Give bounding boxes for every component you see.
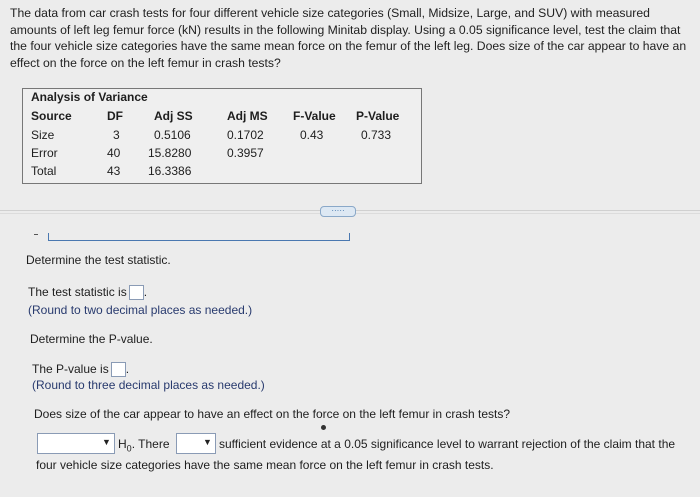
pvalue-prompt: Determine the P-value. — [30, 332, 153, 346]
header-f-value: F-Value — [293, 109, 336, 123]
answer-area-bracket — [48, 233, 350, 241]
row-adj-ss: 16.3386 — [148, 164, 192, 178]
pvalue-hint: (Round to three decimal places as needed.) — [32, 378, 265, 392]
row-f-value: 0.43 — [300, 128, 324, 142]
mouse-cursor — [321, 425, 326, 430]
row-adj-ss: 0.5106 — [154, 128, 191, 142]
row-p-value: 0.733 — [361, 128, 392, 142]
row-source: Total — [31, 164, 57, 178]
test-stat-label: The test statistic is — [28, 285, 127, 299]
header-p-value: P-Value — [356, 109, 400, 123]
pvalue-input[interactable] — [111, 362, 126, 377]
question-text: The data from car crash tests for four different vehicle size categories (Small, Midsize, Large, and SUV) with measured amounts of left leg femur force (kN) results in the following Minitab display. Using a 0.05 significance level, test the claim that the four vehicle size categories have the same mean force on the femur of the left leg. Does size of the car appear to have an effect on the force on the left femur in crash tests? — [10, 6, 687, 70]
row-adj-ms: 0.3957 — [227, 146, 264, 160]
evidence-dropdown[interactable] — [176, 433, 216, 454]
test-stat-input[interactable] — [129, 285, 144, 300]
test-stat-line: The test statistic is . — [28, 285, 148, 299]
effect-question: Does size of the car appear to have an effect on the force on the left femur in crash tests? — [34, 407, 511, 421]
row-df: 43 — [107, 164, 121, 178]
header-adj-ms: Adj MS — [227, 109, 268, 123]
row-source: Size — [31, 128, 55, 142]
header-df: DF — [107, 109, 123, 123]
dropdown-arrow-icon: ▼ — [203, 437, 212, 447]
conclusion-tail: sufficient evidence at a 0.05 significance level to warrant rejection of the claim that the — [219, 437, 676, 451]
anova-title: Analysis of Variance — [31, 90, 148, 104]
dropdown-arrow-icon: ▼ — [102, 437, 111, 447]
tick-mark — [34, 234, 38, 235]
test-stat-hint: (Round to two decimal places as needed.) — [28, 303, 253, 317]
expand-button[interactable]: ····· — [320, 206, 356, 217]
row-df: 40 — [107, 146, 121, 160]
row-adj-ms: 0.1702 — [227, 128, 264, 142]
test-stat-prompt: Determine the test statistic. — [26, 253, 171, 267]
row-source: Error — [31, 146, 58, 160]
header-adj-ss: Adj SS — [154, 109, 193, 123]
h0-label: $H_0$. There — [118, 437, 170, 454]
conclusion-line2: four vehicle size categories have the same mean force on the left femur in crash tests. — [36, 458, 494, 472]
pvalue-line: The P-value is . — [32, 362, 130, 376]
row-df: 3 — [113, 128, 120, 142]
header-source: Source — [31, 109, 72, 123]
decision-dropdown[interactable] — [37, 433, 115, 454]
pvalue-label: The P-value is — [32, 362, 109, 376]
anova-table — [22, 88, 422, 184]
row-adj-ss: 15.8280 — [148, 146, 192, 160]
